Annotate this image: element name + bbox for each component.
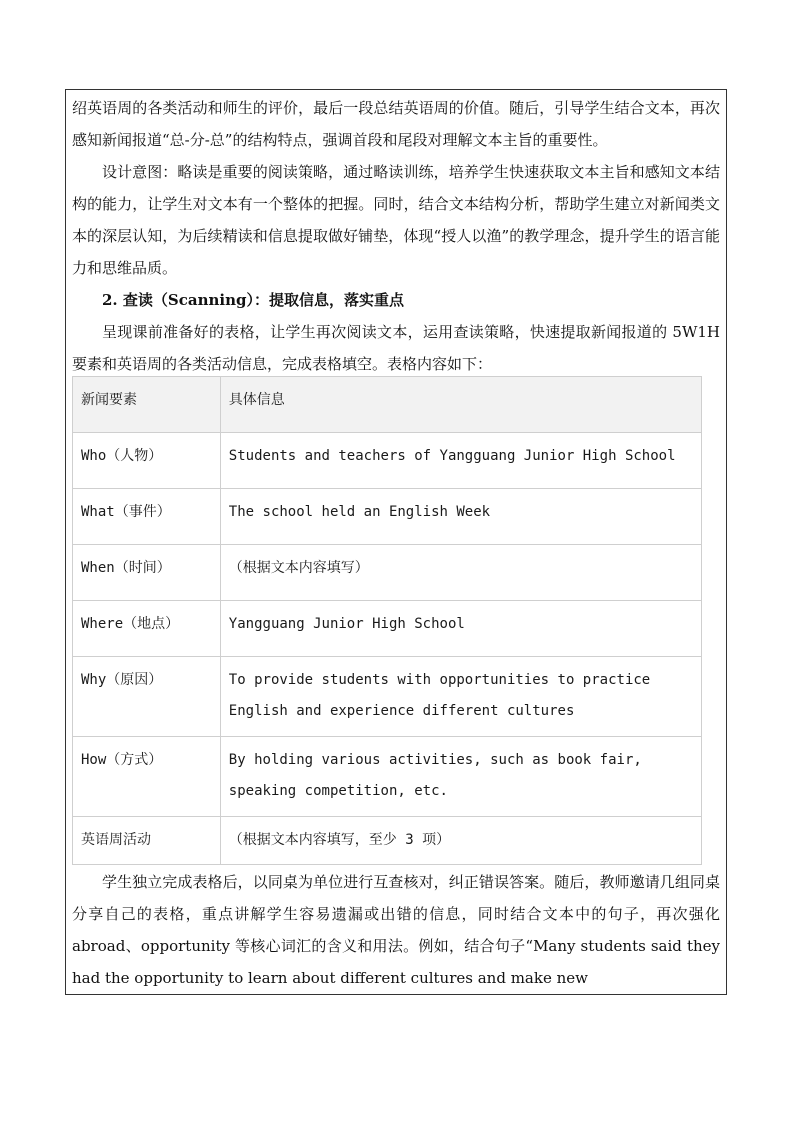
- section-heading-scanning: 2. 查读（Scanning）：提取信息，落实重点: [102, 291, 404, 309]
- table-cell-element: Who（人物）: [73, 433, 221, 489]
- table-cell-element: 英语周活动: [73, 817, 221, 865]
- upper-text-block: [72, 92, 720, 380]
- paragraph-peer-check: 学生独立完成表格后，以同桌为单位进行互查核对，纠正错误答案。随后，教师邀请几组同桌分享自己的表格，重点讲解学生容易遗漏或出错的信息，同时结合文本中的句子，再次强化 abroad、opportunity 等核心词汇的含义和用法。例如，结合句子“Many students said they had the opportunity to learn about different cultures and make new: [72, 873, 720, 987]
- table-cell-info: By holding various activities, such as book fair, speaking competition, etc.: [220, 737, 701, 817]
- table-cell-info: The school held an English Week: [220, 489, 701, 545]
- lower-text-block: [72, 866, 720, 994]
- table-cell-info: （根据文本内容填写，至少 3 项）: [220, 817, 701, 865]
- table-cell-info: Yangguang Junior High School: [220, 601, 701, 657]
- table-header-cell: 具体信息: [220, 377, 701, 433]
- paragraph-table-intro: 呈现课前准备好的表格，让学生再次阅读文本，运用查读策略，快速提取新闻报道的 5W1H 要素和英语周的各类活动信息，完成表格填空。表格内容如下：: [72, 323, 720, 373]
- table-row: [73, 545, 702, 601]
- table-row: [73, 817, 702, 865]
- table-cell-element: Where（地点）: [73, 601, 221, 657]
- table-cell-element: When（时间）: [73, 545, 221, 601]
- table-cell-element: What（事件）: [73, 489, 221, 545]
- table-cell-info: To provide students with opportunities to practice English and experience different cultures: [220, 657, 701, 737]
- table-cell-element: How（方式）: [73, 737, 221, 817]
- table-cell-info: Students and teachers of Yangguang Junior High School: [220, 433, 701, 489]
- table-header-row: [73, 377, 702, 433]
- table-row: [73, 601, 702, 657]
- table-row: [73, 433, 702, 489]
- paragraph-design-intent: 设计意图：略读是重要的阅读策略，通过略读训练，培养学生快速获取文本主旨和感知文本结构的能力，让学生对文本有一个整体的把握。同时，结合文本结构分析，帮助学生建立对新闻类文本的深层认知，为后续精读和信息提取做好铺垫，体现“授人以渔”的教学理念，提升学生的语言能力和思维品质。: [72, 163, 720, 277]
- table-row: [73, 489, 702, 545]
- news-elements-table: [72, 376, 702, 865]
- table-row: [73, 737, 702, 817]
- paragraph-structure-summary: 绍英语周的各类活动和师生的评价，最后一段总结英语周的价值。随后，引导学生结合文本，再次感知新闻报道“总-分-总”的结构特点，强调首段和尾段对理解文本主旨的重要性。: [72, 99, 720, 149]
- table-header-cell: 新闻要素: [73, 377, 221, 433]
- table-cell-info: （根据文本内容填写）: [220, 545, 701, 601]
- table-row: [73, 657, 702, 737]
- table-cell-element: Why（原因）: [73, 657, 221, 737]
